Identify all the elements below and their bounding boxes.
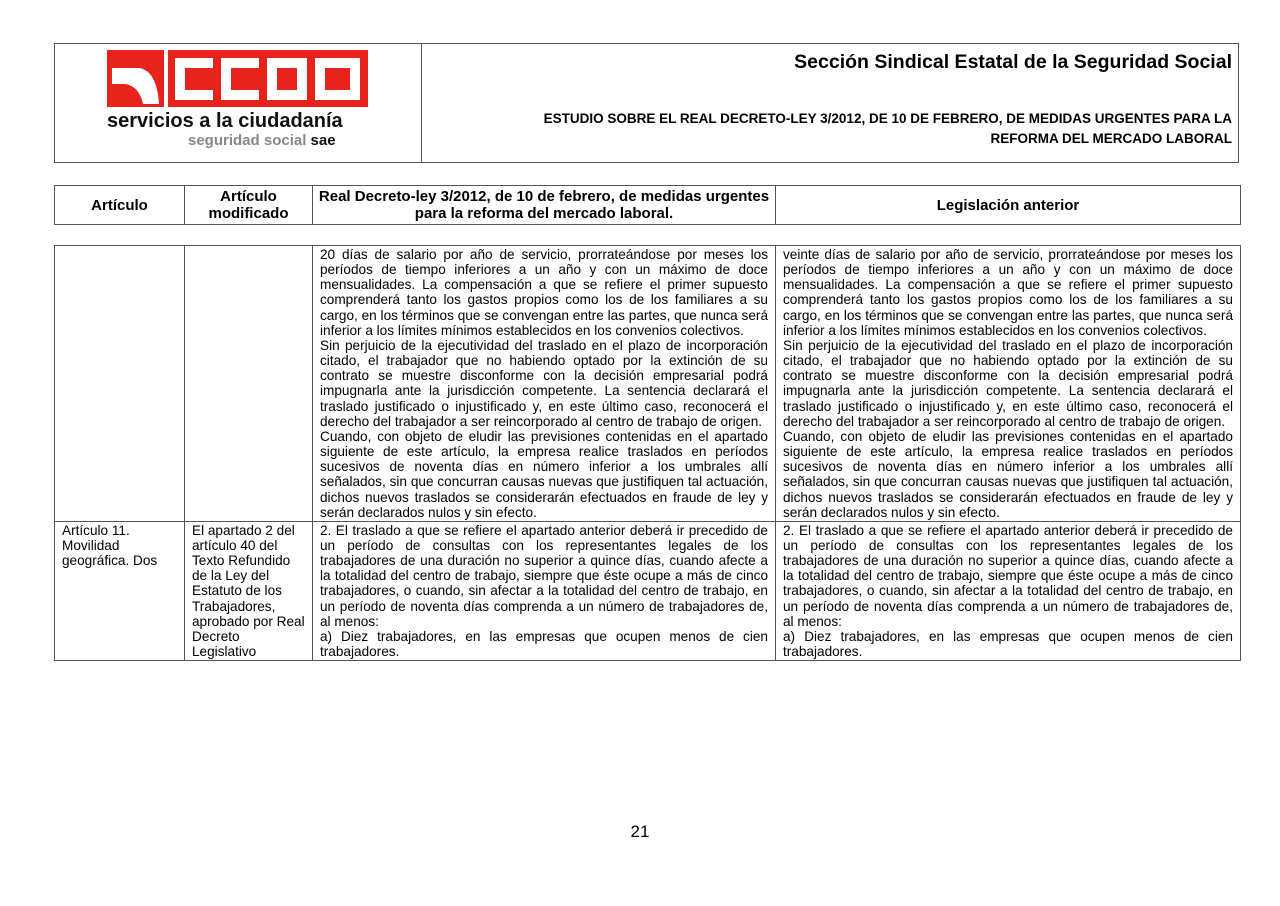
subtitle-line: REFORMA DEL MERCADO LABORAL	[990, 131, 1232, 146]
subtitle-line: ESTUDIO SOBRE EL REAL DECRETO-LEY 3/2012, DE 10 DE FEBRERO, DE MEDIDAS URGENTES PARA LA	[543, 111, 1232, 126]
table-header	[54, 185, 1241, 225]
logo-line1: servicios a la ciudadanía	[107, 110, 343, 132]
paragraph: Sin perjuicio de la ejecutividad del traslado en el plazo de incorporación citado, el trabajador que no habiendo optado por la extinción de su contrato se muestre disconforme con la decisión empresarial podrá impugnarla ante la jurisdicción competente. La sentencia declarará el traslado justificado o injustificado y, en este último caso, reconocerá el derecho del trabajador a ser reincorporado al centro de trabajo de origen.	[783, 337, 1233, 429]
cell-nuevo	[313, 521, 776, 660]
table-row	[55, 246, 1241, 522]
cell-articulo	[55, 246, 185, 522]
paragraph: 2. El traslado a que se refiere el apartado anterior deberá ir precedido de un período de consultas con los representantes legales de los trabajadores de una duración no superior a quince días, cuando afecte a la totalidad del centro de trabajo, siempre que éste ocupe a más de cinco trabajadores, o cuando, sin afectar a la totalidad del centro de trabajo, en un período de noventa días comprenda a un número de trabajadores de, al menos:	[320, 522, 768, 629]
page-header	[54, 43, 1239, 163]
col-header-modificado: Artículo modificado	[185, 186, 313, 225]
paragraph: a) Diez trabajadores, en las empresas que ocupen menos de cien trabajadores.	[783, 628, 1233, 660]
comparison-table	[54, 245, 1241, 661]
paragraph: veinte días de salario por año de servicio, prorrateándose por meses los períodos de tiempo inferiores a un año y con un máximo de doce mensualidades. La compensación a que se refiere el primer supuesto comprenderá tanto los gastos propios como los de los familiares a su cargo, en los términos que se convengan entre las partes, que nunca será inferior a los límites mínimos establecidos en los convenios colectivos.	[783, 247, 1233, 338]
cell-anterior	[776, 521, 1241, 660]
col-header-articulo: Artículo	[55, 186, 185, 225]
table-row	[55, 521, 1241, 660]
col-header-nuevo: Real Decreto-ley 3/2012, de 10 de febrero, de medidas urgentes para la reforma del mercado laboral.	[313, 186, 776, 225]
col-header-anterior: Legislación anterior	[776, 186, 1241, 225]
page-number: 21	[630, 822, 650, 841]
header-subtitle	[422, 109, 1232, 149]
ccoo-logo	[55, 44, 422, 162]
paragraph: 20 días de salario por año de servicio, prorrateándose por meses los períodos de tiempo inferiores a un año y con un máximo de doce mensualidades. La compensación a que se refiere el primer supuesto comprenderá tanto los gastos propios como los de los familiares a su cargo, en los términos que se convengan entre las partes, que nunca será inferior a los límites mínimos establecidos en los convenios colectivos.	[320, 247, 768, 338]
logo-line2: seguridad social sae	[188, 132, 336, 149]
paragraph: 2. El traslado a que se refiere el apartado anterior deberá ir precedido de un período de consultas con los representantes legales de los trabajadores de una duración no superior a quince días, cuando afecte a la totalidad del centro de trabajo, siempre que éste ocupe a más de cinco trabajadores, o cuando, sin afectar a la totalidad del centro de trabajo, en un período de noventa días comprenda a un número de trabajadores de, al menos:	[783, 522, 1233, 629]
paragraph: a) Diez trabajadores, en las empresas que ocupen menos de cien trabajadores.	[320, 628, 768, 660]
paragraph: Sin perjuicio de la ejecutividad del traslado en el plazo de incorporación citado, el trabajador que no habiendo optado por la extinción de su contrato se muestre disconforme con la decisión empresarial podrá impugnarla ante la jurisdicción competente. La sentencia declarará el traslado justificado o injustificado y, en este último caso, reconocerá el derecho del trabajador a ser reincorporado al centro de trabajo de origen.	[320, 337, 768, 429]
paragraph: Cuando, con objeto de eludir las previsiones contenidas en el apartado siguiente de este artículo, la empresa realice traslados en períodos sucesivos de noventa días en número inferior a los umbrales allí señalados, sin que concurran causas nuevas que justifiquen tal actuación, dichos nuevos traslados se considerarán efectuados en fraude de ley y serán declarados nulos y sin efecto.	[783, 428, 1233, 520]
cell-articulo: Artículo 11. Movilidad geográfica. Dos	[55, 521, 185, 660]
paragraph: Cuando, con objeto de eludir las previsiones contenidas en el apartado siguiente de este artículo, la empresa realice traslados en períodos sucesivos de noventa días en número inferior a los umbrales allí señalados, sin que concurran causas nuevas que justifiquen tal actuación, dichos nuevos traslados se considerarán efectuados en fraude de ley y serán declarados nulos y sin efecto.	[320, 428, 768, 520]
cell-anterior	[776, 246, 1241, 522]
cell-modificado	[185, 246, 313, 522]
cell-modificado: El apartado 2 del artículo 40 del Texto Refundido de la Ley del Estatuto de los Trabajadores, aprobado por Real Decreto Legislativo	[185, 521, 313, 660]
cell-nuevo	[313, 246, 776, 522]
header-title: Sección Sindical Estatal de la Seguridad Social	[794, 51, 1232, 73]
